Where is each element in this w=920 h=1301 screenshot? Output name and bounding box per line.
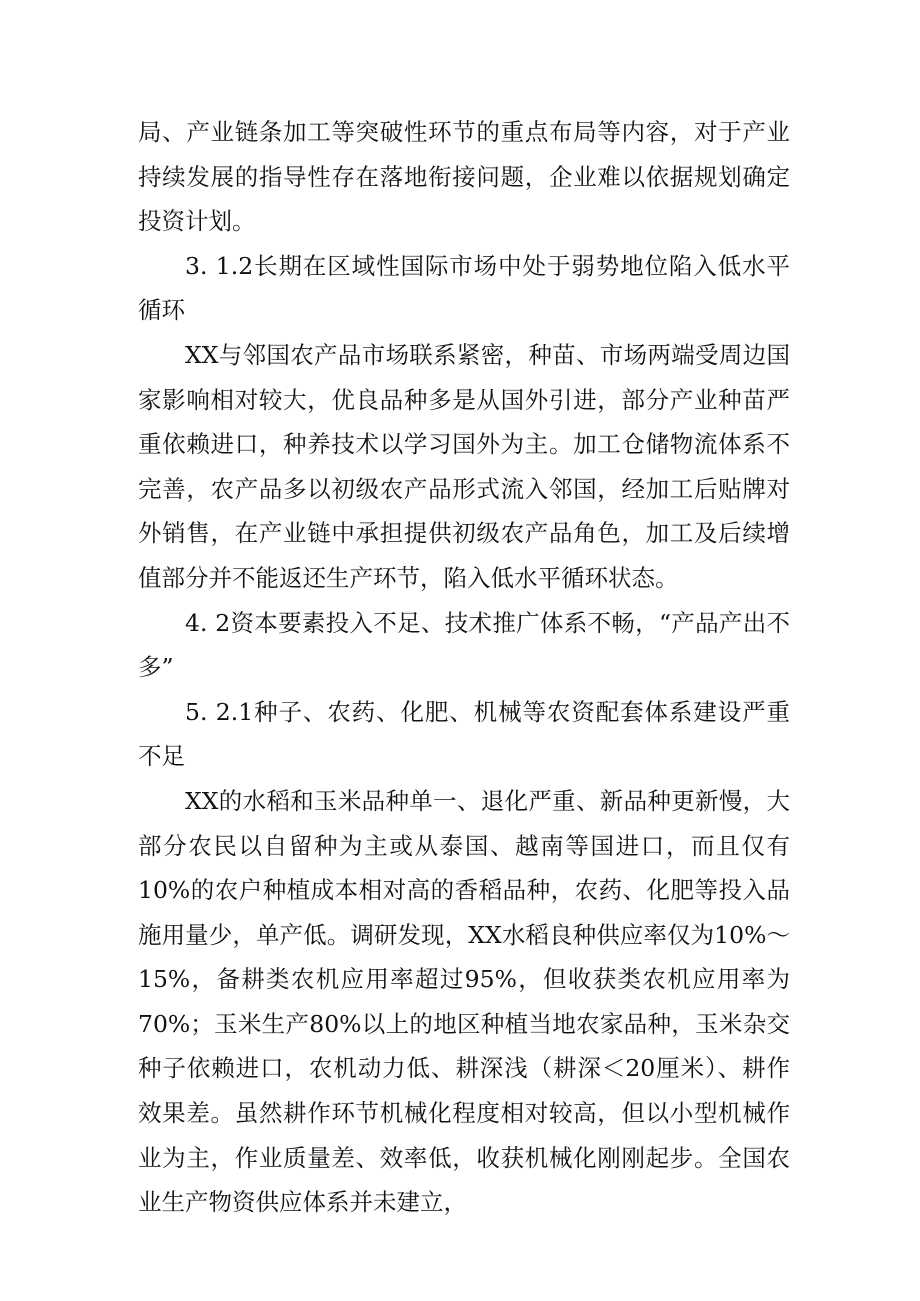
section-heading-3-1-2: 3. 1.2长期在区域性国际市场中处于弱势地位陷入低水平循环 — [138, 251, 790, 325]
body-paragraph-continued: 局、产业链条加工等突破性环节的重点布局等内容，对于产业持续发展的指导性存在落地衔接问题，企业难以依据规划确定投资计划。 — [138, 118, 790, 236]
body-paragraph-seeds: XX的水稻和玉米品种单一、退化严重、新品种更新慢，大部分农民以自留种为主或从泰国、越南等国进口，而且仅有10%的农户种植成本相对高的香稻品种，农药、化肥等投入品施用量少，单产低。调研发现，XX水稻良种供应率仅为10%～15%，备耕类农机应用率超过95%，但收获类农机应用率为70%；玉米生产80%以上的地区种植当地农家品种，玉米杂交种子依赖进口，农机动力低、耕深浅（耕深＜20厘米）、耕作效果差。虽然耕作环节机械化程度相对较高，但以小型机械作业为主，作业质量差、效率低，收获机械化刚刚起步。全国农业生产物资供应体系并未建立， — [138, 786, 790, 1217]
section-heading-5-2-1: 5. 2.1种子、农药、化肥、机械等农资配套体系建设严重不足 — [138, 697, 790, 771]
document-body — [138, 110, 790, 1225]
section-heading-4-2: 4. 2资本要素投入不足、技术推广体系不畅，“产品产出不多” — [138, 608, 790, 682]
body-paragraph-market: XX与邻国农产品市场联系紧密，种苗、市场两端受周边国家影响相对较大，优良品种多是从国外引进，部分产业种苗严重依赖进口，种养技术以学习国外为主。加工仓储物流体系不完善，农产品多以初级农产品形式流入邻国，经加工后贴牌对外销售，在产业链中承担提供初级农产品角色，加工及后续增值部分并不能返还生产环节，陷入低水平循环状态。 — [138, 340, 790, 592]
